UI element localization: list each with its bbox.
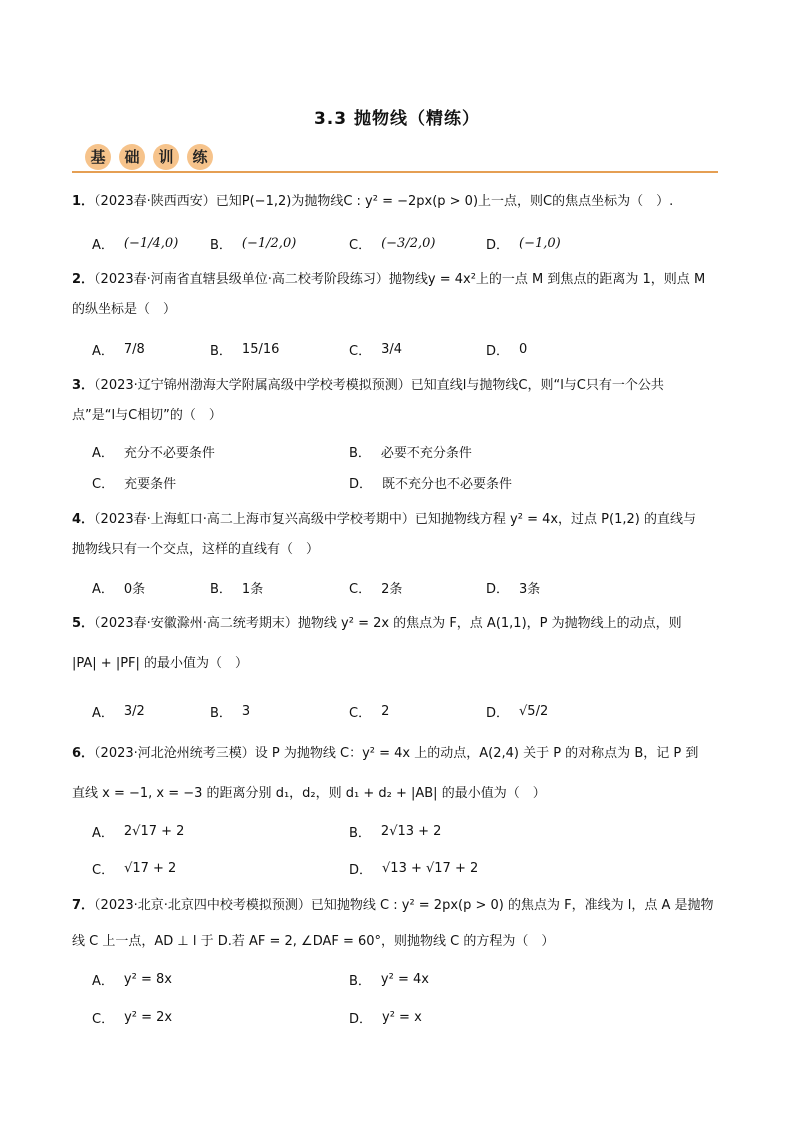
question-1 [72, 190, 732, 214]
banner-char: 础 [119, 144, 145, 170]
option-d[interactable]: D． √13 + √17 + 2 [349, 860, 479, 878]
option-d[interactable]: D． 既不充分也不必要条件 [349, 476, 513, 492]
options-2 [92, 334, 712, 364]
option-d[interactable]: D． 3条 [486, 581, 541, 597]
option-a[interactable]: A． 7/8 [92, 341, 145, 359]
option-c[interactable]: C． 充要条件 [92, 476, 177, 492]
option-b[interactable]: B． y² = 4x [349, 971, 429, 989]
option-b[interactable]: B． 3 [210, 703, 251, 721]
option-b[interactable]: B． 15/16 [210, 341, 280, 359]
question-2: 2．（2023春·河南省直辖县级单位·高二校考阶段练习）抛物线y = 4x²上的一点 M 到焦点的距离为 1，则点 M 的纵坐标是（ ） [72, 268, 732, 322]
banner-char: 练 [187, 144, 213, 170]
option-b[interactable]: B． 必要不充分条件 [349, 445, 472, 461]
section-divider [72, 171, 718, 173]
options-1 [92, 228, 712, 258]
question-text: （2023春·河南省直辖县级单位·高二校考阶段练习）抛物线y = 4x²上的一点 M 到焦点的距离为 1，则点 M [94, 272, 706, 287]
question-text: （2023春·陕西西安）已知P(−1,2)为抛物线C : y² = −2px(p > 0)上一点，则C的焦点坐标为（ ）. [94, 194, 674, 209]
page-title: 3.3 抛物线（精练） [313, 109, 481, 129]
option-a[interactable]: A． y² = 8x [92, 971, 172, 989]
options-4 [92, 572, 712, 602]
question-6: 6．（2023·河北沧州统考三模）设 P 为抛物线 C：y² = 4x 上的动点，A(2,4) 关于 P 的对称点为 B，记 P 到 直线 x = −1, x = −3 的距离分别 d₁，d₂，则 d₁ + d₂ + |AB| 的最小值为（ ） [72, 746, 699, 801]
question-4: 4．（2023春·上海虹口·高二上海市复兴高级中学校考期中）已知抛物线方程 y² = 4x，过点 P(1,2) 的直线与 抛物线只有一个交点，这样的直线有（ ） [72, 512, 696, 557]
option-d[interactable]: D． √5/2 [486, 703, 549, 721]
option-c[interactable]: C． y² = 2x [92, 1009, 173, 1027]
section-banner [85, 140, 225, 170]
banner-char: 基 [85, 144, 111, 170]
option-c[interactable]: C． 3/4 [349, 341, 402, 359]
option-a[interactable]: A． 充分不必要条件 [92, 445, 215, 461]
option-c[interactable]: C． 2 [349, 703, 390, 721]
options-5 [92, 696, 712, 726]
question-number: 1． [72, 194, 95, 209]
options-6b [92, 853, 712, 883]
option-c[interactable]: C． (−3/2,0) [349, 235, 436, 253]
options-7 [92, 964, 712, 994]
banner-char: 训 [153, 144, 179, 170]
option-a[interactable]: A． (−1/4,0) [92, 235, 179, 253]
option-a[interactable]: A． 2√17 + 2 [92, 823, 185, 841]
question-3: 3．（2023·辽宁锦州渤海大学附属高级中学校考模拟预测）已知直线l与抛物线C，则“l与C只有一个公共 点”是“l与C相切”的（ ） [72, 378, 664, 423]
option-b[interactable]: B． (−1/2,0) [210, 235, 297, 253]
option-b[interactable]: B． 2√13 + 2 [349, 823, 442, 841]
option-a[interactable]: A． 3/2 [92, 703, 145, 721]
question-5: 5．（2023春·安徽滁州·高二统考期末）抛物线 y² = 2x 的焦点为 F，点 A(1,1)，P 为抛物线上的动点，则 |PA| + |PF| 的最小值为（ ） [72, 616, 682, 671]
question-7: 7．（2023·北京·北京四中校考模拟预测）已知抛物线 C : y² = 2px(p > 0) 的焦点为 F，准线为 l，点 A 是抛物 线 C 上一点，AD ⊥ l 于 D.若 AF = 2, ∠DAF = 60°，则抛物线 C 的方程为（ ） [72, 898, 714, 949]
option-c[interactable]: C． 2条 [349, 581, 403, 597]
options-6 [92, 816, 712, 846]
option-c[interactable]: C． √17 + 2 [92, 860, 177, 878]
option-d[interactable]: D． 0 [486, 341, 528, 359]
option-d[interactable]: D． (−1,0) [486, 235, 561, 253]
option-b[interactable]: B． 1条 [210, 581, 264, 597]
question-text-cont: 的纵坐标是（ ） [72, 302, 177, 317]
options-7b [92, 1002, 712, 1032]
option-a[interactable]: A． 0条 [92, 581, 146, 597]
options-3b [92, 467, 712, 497]
option-d[interactable]: D． y² = x [349, 1009, 422, 1027]
options-3 [92, 436, 712, 466]
